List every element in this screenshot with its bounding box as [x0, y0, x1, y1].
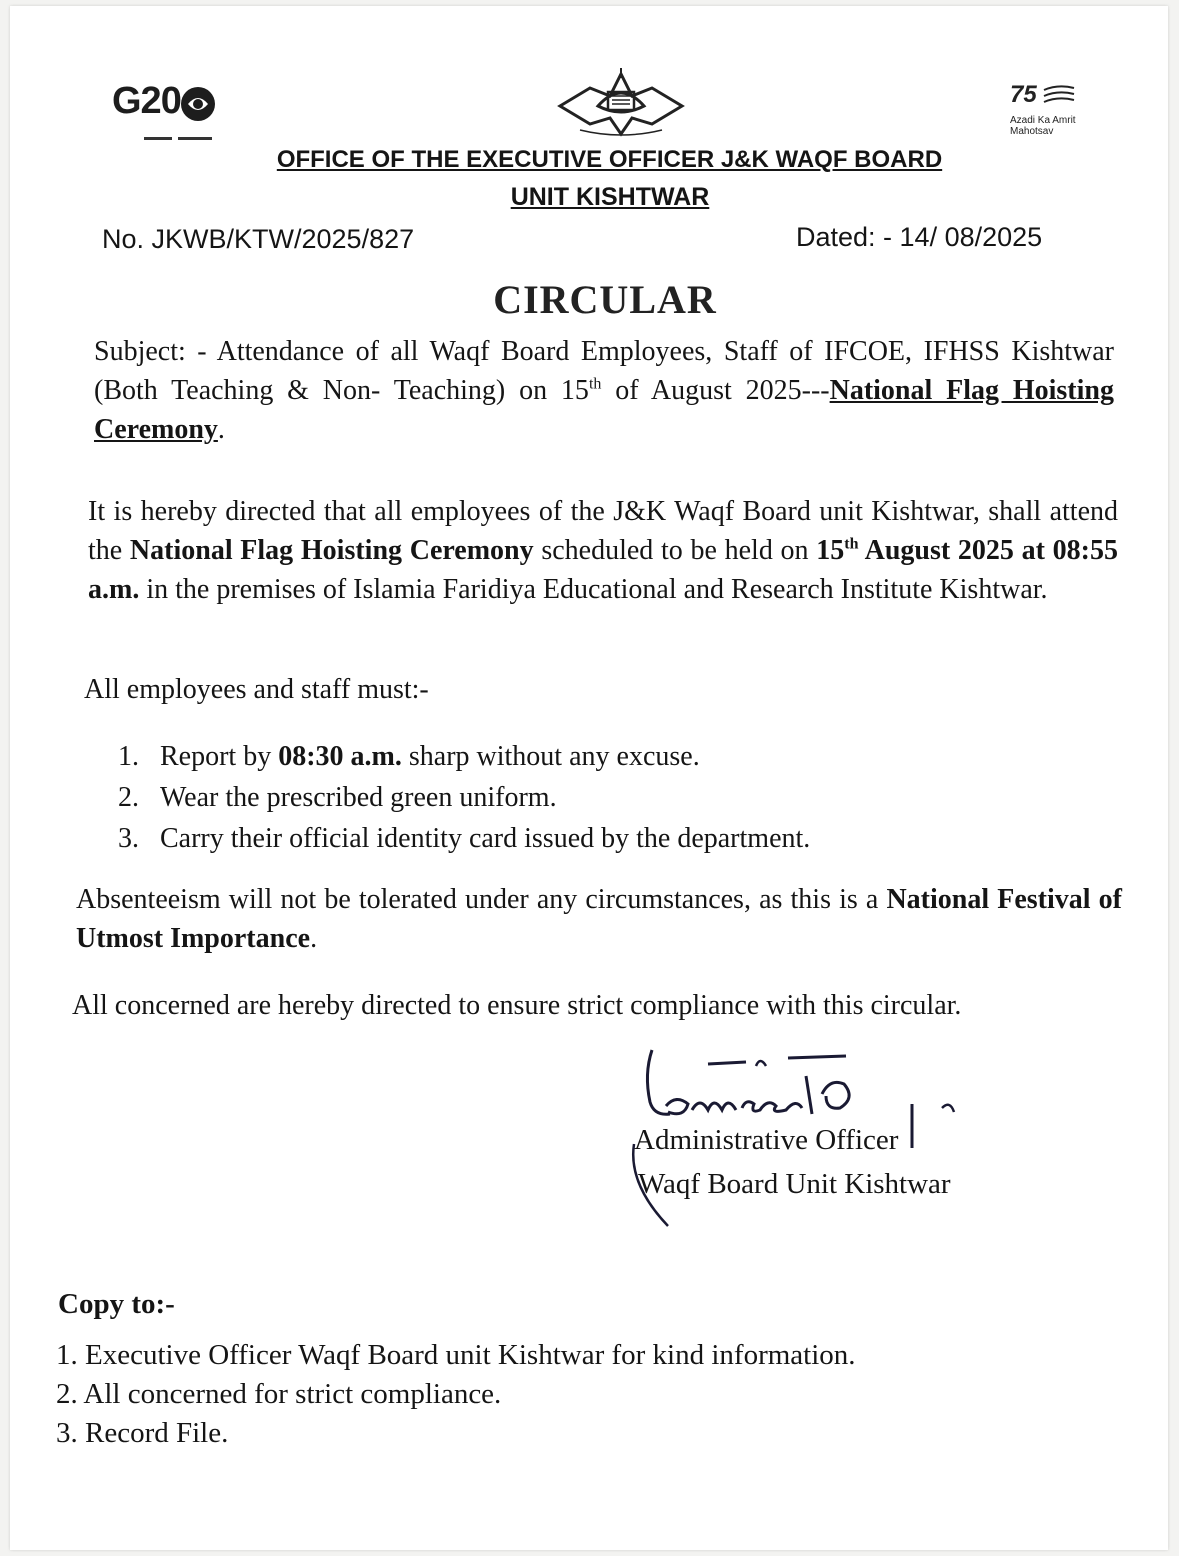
- directive-text-f: in the premises of Islamia Faridiya Educational and Research Institute Kishtwar.: [139, 574, 1048, 605]
- globe-icon: [178, 84, 218, 124]
- list-item: [118, 777, 810, 818]
- azadi-logo-mark: [1008, 80, 1078, 110]
- azadi-logo-text: Azadi Ka Amrit Mahotsav: [1010, 115, 1076, 137]
- waqf-board-emblem: [550, 66, 692, 140]
- absent-text-c: .: [310, 923, 318, 954]
- absent-emphasis: National Festival of Utmost Importance: [76, 884, 1122, 954]
- signatory-unit: Waqf Board Unit Kishtwar: [638, 1168, 951, 1200]
- requirements-intro: All employees and staff must:-: [84, 674, 429, 705]
- subject-lead: Subject: - Attendance of all Waqf Board Employees, Staff of IFCOE, IFHSS Kishtwar (Both Teaching & Non- Teaching) on 15: [94, 336, 1114, 406]
- list-number: 2.: [118, 782, 139, 813]
- subject-mid: of August 2025---: [601, 375, 830, 406]
- g20-logo: [112, 80, 222, 140]
- list-time: 08:30 a.m.: [278, 741, 402, 772]
- list-item: 3. Record File.: [56, 1417, 229, 1449]
- list-text-tail: sharp without any excuse.: [401, 741, 700, 772]
- list-item: 1. Executive Officer Waqf Board unit Kishtwar for kind information.: [56, 1339, 856, 1371]
- list-item: [118, 818, 810, 859]
- list-text: Report by: [160, 741, 279, 772]
- office-title: OFFICE OF THE EXECUTIVE OFFICER J&K WAQF BOARD: [276, 146, 943, 173]
- directive-ceremony: National Flag Hoisting Ceremony: [129, 535, 534, 566]
- compliance-line: All concerned are hereby directed to ensure strict compliance with this circular.: [72, 990, 962, 1021]
- subject-ceremony: National Flag Hoisting Ceremony: [94, 375, 1114, 445]
- list-item: [118, 736, 810, 777]
- unit-title: UNIT KISHTWAR: [510, 183, 710, 211]
- reference-number: No. JKWB/KTW/2025/827: [102, 224, 415, 254]
- azadi-ka-amrit-mahotsav-logo: [1008, 80, 1098, 140]
- svg-text:75: 75: [1010, 81, 1037, 108]
- date-line: Dated: - 14/ 08/2025: [796, 222, 1043, 252]
- directive-text-a: It is hereby directed that all employees of the J&K Waqf Board unit Kishtwar, shall attend the: [88, 496, 1118, 566]
- copy-to-heading: Copy to:-: [58, 1288, 175, 1320]
- list-number: 1.: [118, 741, 139, 772]
- g20-tagline-mark: [144, 136, 214, 141]
- directive-sup: th: [844, 535, 859, 553]
- requirements-list: [118, 736, 810, 859]
- g20-logo-text: G20: [112, 80, 181, 122]
- list-item: 2. All concerned for strict compliance.: [56, 1378, 502, 1410]
- absent-text-a: Absenteeism will not be tolerated under any circumstances, as this is a: [76, 884, 887, 915]
- directive-paragraph: [88, 492, 1118, 609]
- copy-to-list: [56, 1336, 856, 1453]
- list-text: Wear the prescribed green uniform.: [160, 782, 557, 813]
- document-page: [10, 6, 1168, 1550]
- list-number: 3.: [118, 823, 139, 854]
- directive-text-c: scheduled to be held on: [533, 535, 817, 566]
- signatory-designation: Administrative Officer: [634, 1124, 899, 1156]
- directive-date-time: August 2025 at 08:55 a.m.: [88, 535, 1118, 605]
- subject-tail: .: [217, 414, 225, 445]
- list-text: Carry their official identity card issued by the department.: [160, 823, 811, 854]
- document-title: CIRCULAR: [493, 277, 717, 322]
- absenteeism-paragraph: [76, 880, 1122, 958]
- subject-sup: th: [588, 375, 602, 393]
- directive-day: 15: [816, 535, 845, 566]
- subject-paragraph: [94, 332, 1114, 449]
